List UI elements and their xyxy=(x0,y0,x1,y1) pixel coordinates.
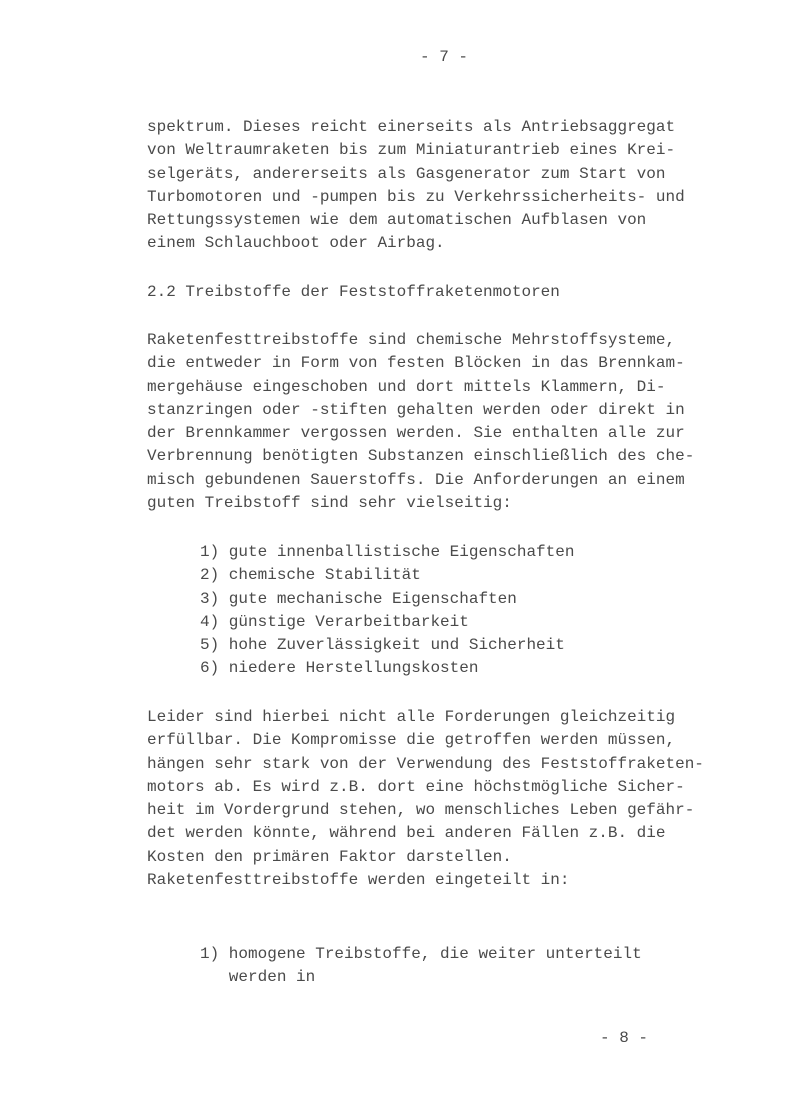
text-line: Kosten den primären Faktor darstellen. xyxy=(147,847,512,866)
text-line: selgeräts, andererseits als Gasgenerator zum Start von xyxy=(147,164,666,183)
paragraph-2 xyxy=(147,329,694,515)
text-line: die entweder in Form von festen Blöcken in das Brennkam- xyxy=(147,354,685,373)
text-line: stanzringen oder -stiften gehalten werden oder direkt in xyxy=(147,400,685,419)
text-line: Leider sind hierbei nicht alle Forderungen gleichzeitig xyxy=(147,708,676,726)
list-item: 3) gute mechanische Eigenschaften xyxy=(200,589,517,608)
text-line: Raketenfesttreibstoffe sind chemische Mehrstoffsysteme, xyxy=(147,331,676,349)
text-line: spektrum. Dieses reicht einerseits als Antriebsaggregat xyxy=(147,118,676,136)
text-line: einem Schlauchboot oder Airbag. xyxy=(147,234,445,253)
classification-list xyxy=(200,943,642,990)
text-line: Raketenfesttreibstoffe werden eingeteilt in: xyxy=(147,871,570,889)
requirements-list xyxy=(200,541,574,681)
list-item: 1) homogene Treibstoffe, die weiter unterteilt xyxy=(200,945,642,963)
paragraph-1 xyxy=(147,116,685,256)
list-item: 1) gute innenballistische Eigenschaften xyxy=(200,543,575,561)
paragraph-3 xyxy=(147,706,704,869)
text-line: erfüllbar. Die Kompromisse die getroffen werden müssen, xyxy=(147,731,676,750)
text-line: Rettungssystemen wie dem automatischen Aufblasen von xyxy=(147,211,647,230)
text-line: hängen sehr stark von der Verwendung des Feststoffraketen- xyxy=(147,754,704,773)
list-item: 4) günstige Verarbeitbarkeit xyxy=(200,612,469,631)
next-page-marker xyxy=(600,1027,648,1050)
page-number xyxy=(420,46,468,69)
text-line: guten Treibstoff sind sehr vielseitig: xyxy=(147,494,512,513)
text-line: heit im Vordergrund stehen, wo menschliches Leben gefähr- xyxy=(147,801,695,820)
page-number-text: - 7 - xyxy=(420,48,469,66)
section-heading-text: 2.2 Treibstoffe der Feststoffraketenmotoren xyxy=(147,283,560,301)
next-page-text: - 8 - xyxy=(600,1029,649,1047)
list-item: 6) niedere Herstellungskosten xyxy=(200,659,479,678)
paragraph-4 xyxy=(147,869,569,892)
text-line: det werden könnte, während bei anderen Fällen z.B. die xyxy=(147,824,666,843)
list-item: 5) hohe Zuverlässigkeit und Sicherheit xyxy=(200,636,565,655)
text-line: misch gebundenen Sauerstoffs. Die Anforderungen an einem xyxy=(147,470,685,489)
text-line: motors ab. Es wird z.B. dort eine höchstmögliche Sicher- xyxy=(147,777,685,796)
text-line: Turbomotoren und -pumpen bis zu Verkehrssicherheits- und xyxy=(147,187,685,206)
list-item: werden in xyxy=(200,968,316,987)
text-line: der Brennkammer vergossen werden. Sie enthalten alle zur xyxy=(147,424,685,443)
text-line: von Weltraumraketen bis zum Miniaturantrieb eines Krei- xyxy=(147,141,676,160)
text-line: Verbrennung benötigten Substanzen einschließlich des che- xyxy=(147,447,695,466)
list-item: 2) chemische Stabilität xyxy=(200,566,421,585)
text-line: mergehäuse eingeschoben und dort mittels Klammern, Di- xyxy=(147,377,666,396)
section-heading xyxy=(147,281,560,304)
